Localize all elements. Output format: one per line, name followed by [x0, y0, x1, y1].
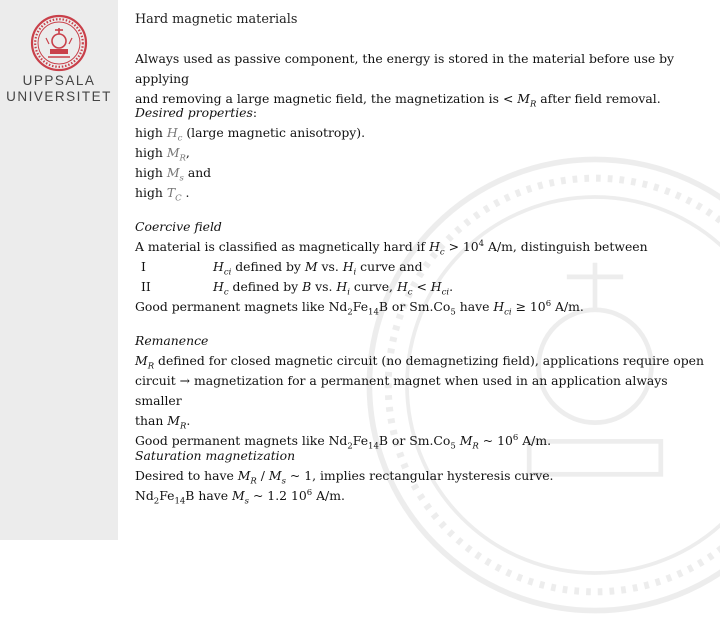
- university-seal-icon: [30, 14, 88, 72]
- page-title: Hard magnetic materials: [135, 12, 298, 27]
- coercive-item-2: II $H_c$ defined by B vs. $H_i$ curve, $H_c < H_{ci}$.: [141, 279, 454, 298]
- desired-item: high $H_c$ (large magnetic anisotropy).: [135, 125, 366, 144]
- intro-paragraph: [135, 49, 710, 109]
- coercive-field-section: [135, 217, 710, 317]
- remanence-line-2: circuit → magnetization for a permanent magnet when used in an application always smaller: [135, 373, 668, 408]
- saturation-line-2: $Nd_2Fe_{14}B$ have $M_s$ ~ 1.2 $10^6$ A/m.: [135, 487, 345, 507]
- desired-item: high $T_C$ .: [135, 185, 190, 204]
- desired-heading: Desired properties:: [135, 105, 258, 120]
- desired-item: high $M_s$ and: [135, 165, 212, 184]
- intro-line-2: and removing a large magnetic field, the magnetization is < $M_R$ after field removal.: [135, 91, 661, 110]
- remanence-section: [135, 331, 710, 451]
- intro-line-1: Always used as passive component, the energy is stored in the material before use by applying: [135, 51, 675, 86]
- university-name-line1: UPPSALA: [22, 73, 96, 88]
- coercive-heading: Coercive field: [135, 219, 222, 234]
- remanence-good-magnets: Good permanent magnets like $Nd_2Fe_{14}B$ or $Sm.Co_5$ $M_R$ ~ $10^6$ A/m.: [135, 432, 552, 452]
- coercive-good-magnets: Good permanent magnets like $Nd_2Fe_{14}B$ or $Sm.Co_5$ have $H_{ci} \ge 10^6$ A/m.: [135, 298, 584, 318]
- sidebar: [0, 0, 118, 540]
- remanence-line-3: than $M_R$.: [135, 413, 191, 432]
- saturation-section: [135, 446, 710, 506]
- desired-properties: [135, 103, 710, 203]
- university-name-line2: UNIVERSITET: [6, 89, 112, 104]
- coercive-item-1: I $H_{ci}$ defined by M vs. $H_i$ curve and: [141, 259, 423, 278]
- coercive-line-1: A material is classified as magnetically hard if $H_c > 10^4$ A/m, distinguish between: [135, 238, 648, 258]
- desired-item: high $M_R$,: [135, 145, 190, 164]
- remanence-heading: Remanence: [135, 333, 209, 348]
- saturation-line-1: Desired to have $M_R / M_s$ ~ 1, implies rectangular hysteresis curve.: [135, 468, 554, 487]
- remanence-line-1: $M_R$ defined for closed magnetic circuit (no demagnetizing field), applications require open: [135, 353, 704, 372]
- saturation-heading: Saturation magnetization: [135, 448, 296, 463]
